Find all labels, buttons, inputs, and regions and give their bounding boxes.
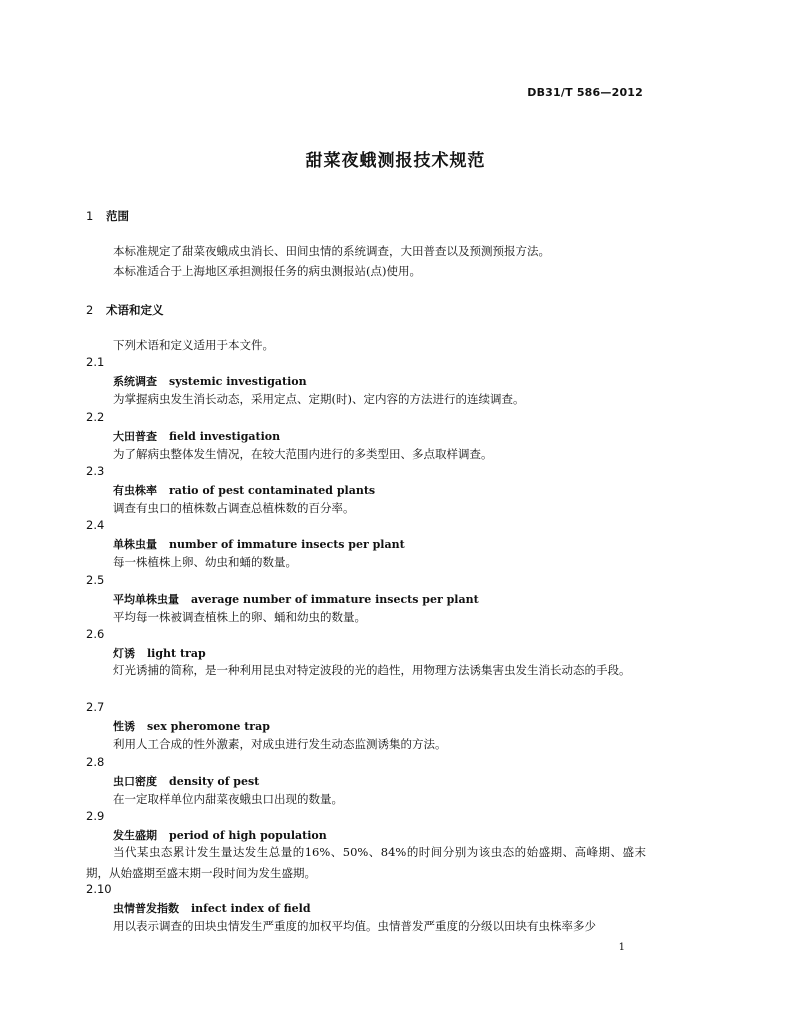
terms-intro: 下列术语和定义适用于本文件。 xyxy=(113,338,274,352)
section-heading-scope xyxy=(86,208,129,224)
term-title xyxy=(113,900,311,916)
term-number: 2.8 xyxy=(86,755,105,769)
term-title xyxy=(113,373,307,389)
term-zh: 虫口密度 xyxy=(113,775,157,788)
section-number: 1 xyxy=(86,209,94,223)
term-number: 2.6 xyxy=(86,627,105,641)
page-number: 1 xyxy=(618,942,625,953)
term-number: 2.5 xyxy=(86,573,105,587)
term-definition: 当代某虫态累计发生量达发生总量的16%、50%、84%的时间分别为该虫态的始盛期、高峰期、盛末期，从始盛期至盛末期一段时间为发生盛期。 xyxy=(86,845,646,880)
term-zh: 灯诱 xyxy=(113,647,135,660)
term-en: density of pest xyxy=(169,775,260,788)
standard-number: DB31/T 586—2012 xyxy=(527,86,643,99)
term-title xyxy=(113,827,327,843)
term-definition: 利用人工合成的性外激素，对成虫进行发生动态监测诱集的方法。 xyxy=(113,737,447,751)
term-zh: 系统调查 xyxy=(113,375,157,388)
term-definition: 灯光诱捕的简称，是一种利用昆虫对特定波段的光的趋性，用物理方法诱集害虫发生消长动态的手段。 xyxy=(113,663,631,677)
term-zh: 平均单株虫量 xyxy=(113,593,179,606)
term-zh: 发生盛期 xyxy=(113,829,157,842)
term-definition: 为掌握病虫发生消长动态，采用定点、定期(时)、定内容的方法进行的连续调查。 xyxy=(113,392,525,406)
term-en: ratio of pest contaminated plants xyxy=(169,484,376,497)
term-zh: 大田普查 xyxy=(113,430,157,443)
term-definition: 用以表示调查的田块虫情发生严重度的加权平均值。虫情普发严重度的分级以田块有虫株率多少 xyxy=(113,919,596,933)
term-title xyxy=(113,591,479,607)
term-definition: 调查有虫口的植株数占调查总植株数的百分率。 xyxy=(113,501,355,515)
section-number: 2 xyxy=(86,303,94,317)
term-definition: 为了解病虫整体发生情况，在较大范围内进行的多类型田、多点取样调查。 xyxy=(113,447,493,461)
term-en: sex pheromone trap xyxy=(147,720,270,733)
term-definition: 每一株植株上卵、幼虫和蛹的数量。 xyxy=(113,555,297,569)
term-title xyxy=(113,645,206,661)
section-title: 范围 xyxy=(106,209,129,223)
term-definition: 平均每一株被调查植株上的卵、蛹和幼虫的数量。 xyxy=(113,610,366,624)
term-number: 2.9 xyxy=(86,809,105,823)
scope-paragraph-2: 本标准适合于上海地区承担测报任务的病虫测报站(点)使用。 xyxy=(113,264,421,278)
term-title xyxy=(113,482,375,498)
term-number: 2.3 xyxy=(86,464,105,478)
section-heading-terms xyxy=(86,302,164,318)
document-title: 甜菜夜蛾测报技术规范 xyxy=(305,151,486,171)
term-en: field investigation xyxy=(169,430,281,443)
term-number: 2.2 xyxy=(86,410,105,424)
term-en: infect index of field xyxy=(191,902,311,915)
term-number: 2.10 xyxy=(86,882,112,896)
section-title: 术语和定义 xyxy=(106,303,164,317)
term-en: period of high population xyxy=(169,829,327,842)
term-zh: 单株虫量 xyxy=(113,538,157,551)
term-en: light trap xyxy=(147,647,206,660)
term-title xyxy=(113,718,270,734)
scope-paragraph-1: 本标准规定了甜菜夜蛾成虫消长、田间虫情的系统调查，大田普查以及预测预报方法。 xyxy=(113,244,550,258)
term-number: 2.1 xyxy=(86,355,105,369)
term-title xyxy=(113,773,259,789)
term-title xyxy=(113,536,405,552)
term-number: 2.4 xyxy=(86,518,105,532)
term-en: number of immature insects per plant xyxy=(169,538,405,551)
term-zh: 有虫株率 xyxy=(113,484,157,497)
term-zh: 性诱 xyxy=(113,720,135,733)
term-number: 2.7 xyxy=(86,700,105,714)
term-en: average number of immature insects per plant xyxy=(191,593,479,606)
term-zh: 虫情普发指数 xyxy=(113,902,179,915)
term-title xyxy=(113,428,280,444)
term-en: systemic investigation xyxy=(169,375,307,388)
term-definition: 在一定取样单位内甜菜夜蛾虫口出现的数量。 xyxy=(113,792,343,806)
